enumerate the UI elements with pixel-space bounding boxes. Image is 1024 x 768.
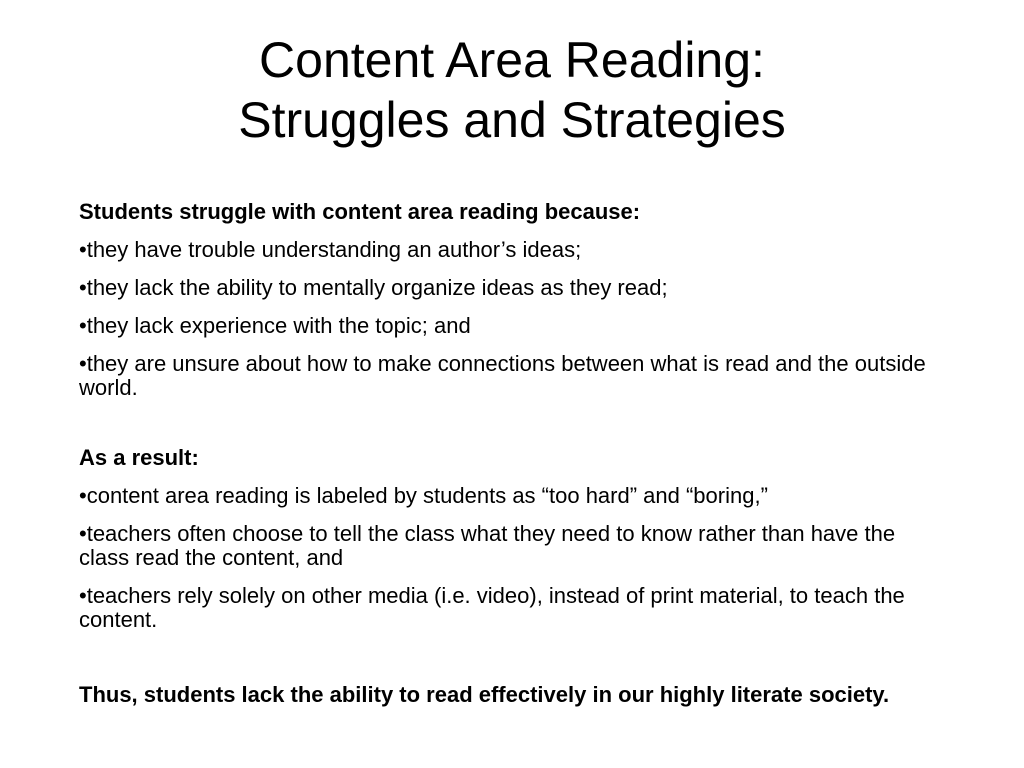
bullet-item: •teachers rely solely on other media (i.e. video), instead of print material, to teach the content. — [79, 583, 905, 632]
slide-title — [0, 30, 1024, 150]
section-heading-result: As a result: — [79, 445, 199, 470]
bullet-item: •teachers often choose to tell the class what they need to know rather than have the class read the content, and — [79, 521, 896, 570]
slide-title-line-2: Struggles and Strategies — [238, 92, 786, 148]
bullet-item: •they are unsure about how to make connections between what is read and the outside world. — [79, 351, 926, 400]
slide-body — [79, 200, 949, 712]
conclusion-text: Thus, students lack the ability to read effectively in our highly literate society. — [79, 682, 890, 707]
bullet-item: •they have trouble understanding an author’s ideas; — [79, 237, 582, 262]
bullet-item: •content area reading is labeled by students as “too hard” and “boring,” — [79, 483, 768, 508]
bullet-item: •they lack the ability to mentally organize ideas as they read; — [79, 275, 668, 300]
section-heading-reasons: Students struggle with content area reading because: — [79, 199, 641, 224]
slide-title-line-1: Content Area Reading: — [259, 32, 765, 88]
bullet-item: •they lack experience with the topic; and — [79, 313, 471, 338]
